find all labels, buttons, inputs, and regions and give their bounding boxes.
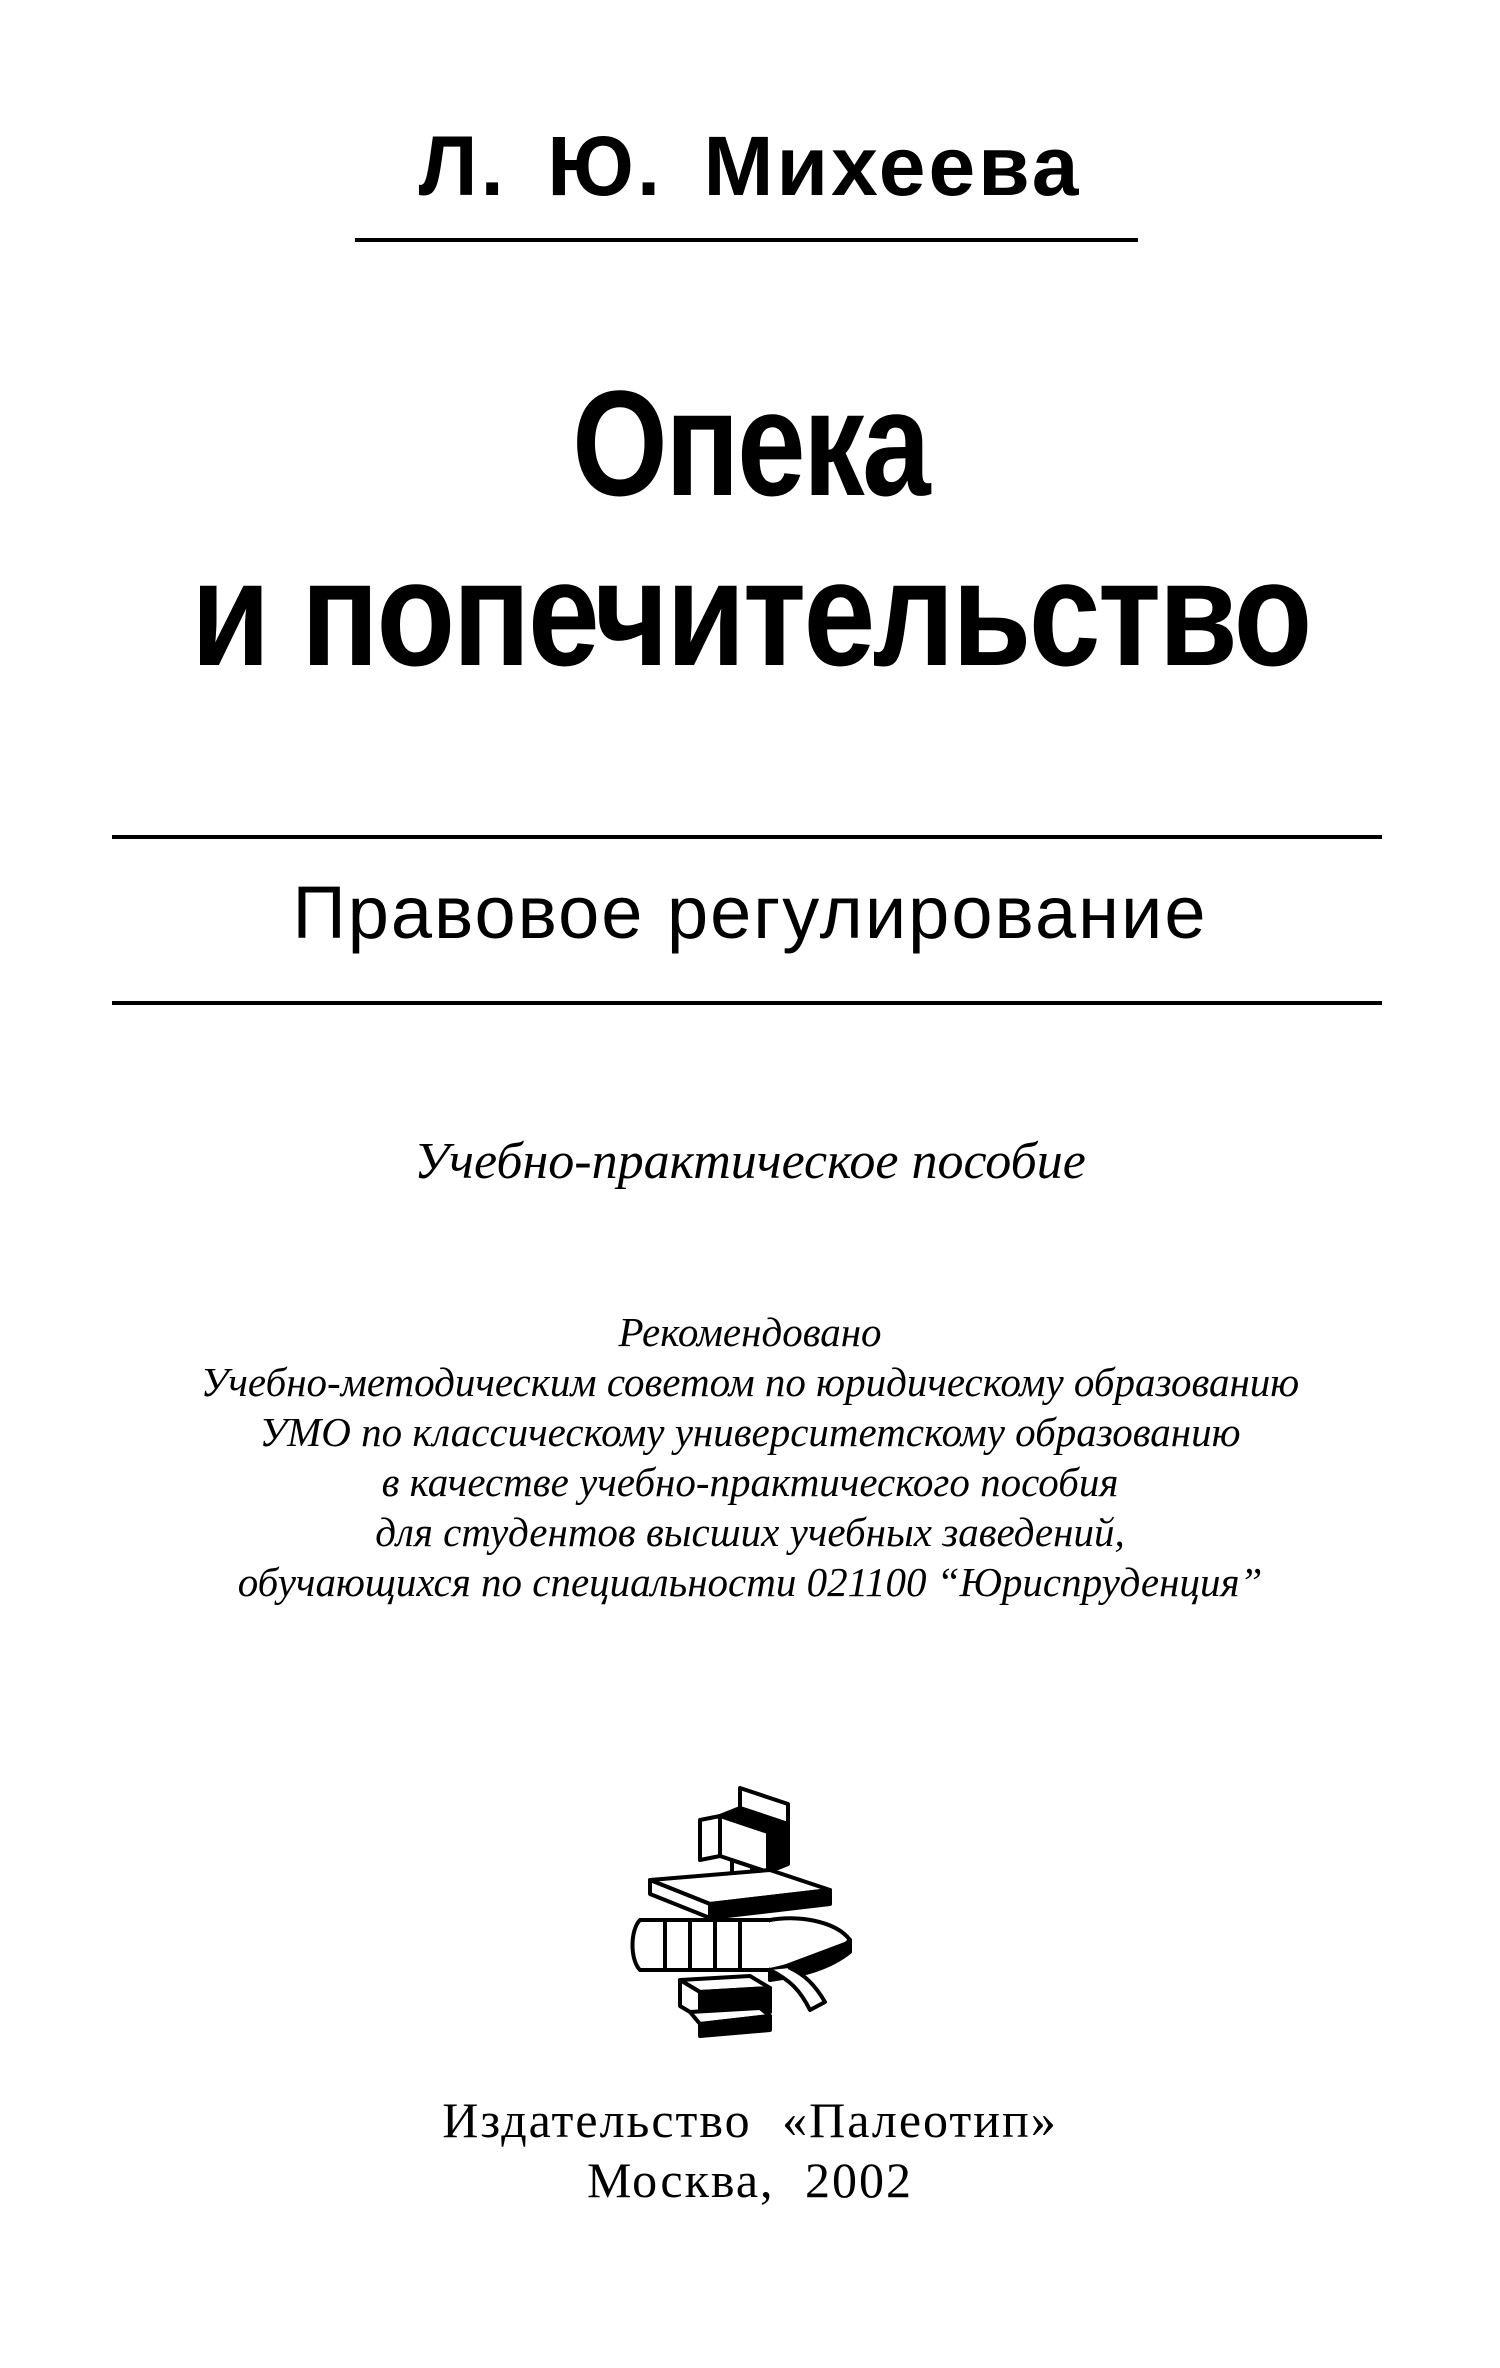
subtitle: Правовое регулирование (292, 871, 1208, 954)
recommendation-block (0, 1307, 1500, 1607)
recommendation-line: УМО по классическому университетскому образованию (259, 1409, 1241, 1455)
recommendation-line: в качестве учебно-практического пособия (381, 1459, 1119, 1505)
recommendation-line: Рекомендовано (618, 1309, 882, 1355)
subtitle-bottom-rule (112, 1001, 1382, 1005)
publisher-block (0, 2090, 1500, 2210)
recommendation-line: для студентов высших учебных заведений, (375, 1509, 1125, 1555)
publication-city-year: Москва, 2002 (586, 2152, 914, 2208)
author-underline (355, 238, 1138, 242)
book-title (0, 358, 1500, 698)
recommendation-line: обучающихся по специальности 021100 “Юриспруденция” (237, 1559, 1263, 1605)
publisher-logo-books-icon (620, 1780, 880, 2040)
title-line-1: Опека (571, 359, 929, 527)
subtitle-top-rule (112, 835, 1382, 839)
publisher-name: Издательство «Палеотип» (442, 2092, 1058, 2148)
author-name: Л. Ю. Михеева (418, 119, 1082, 213)
publication-type: Учебно-практическое пособие (414, 1133, 1086, 1190)
recommendation-line: Учебно-методическим советом по юридическому образованию (200, 1359, 1300, 1405)
title-line-2: и попечительство (190, 529, 1310, 697)
